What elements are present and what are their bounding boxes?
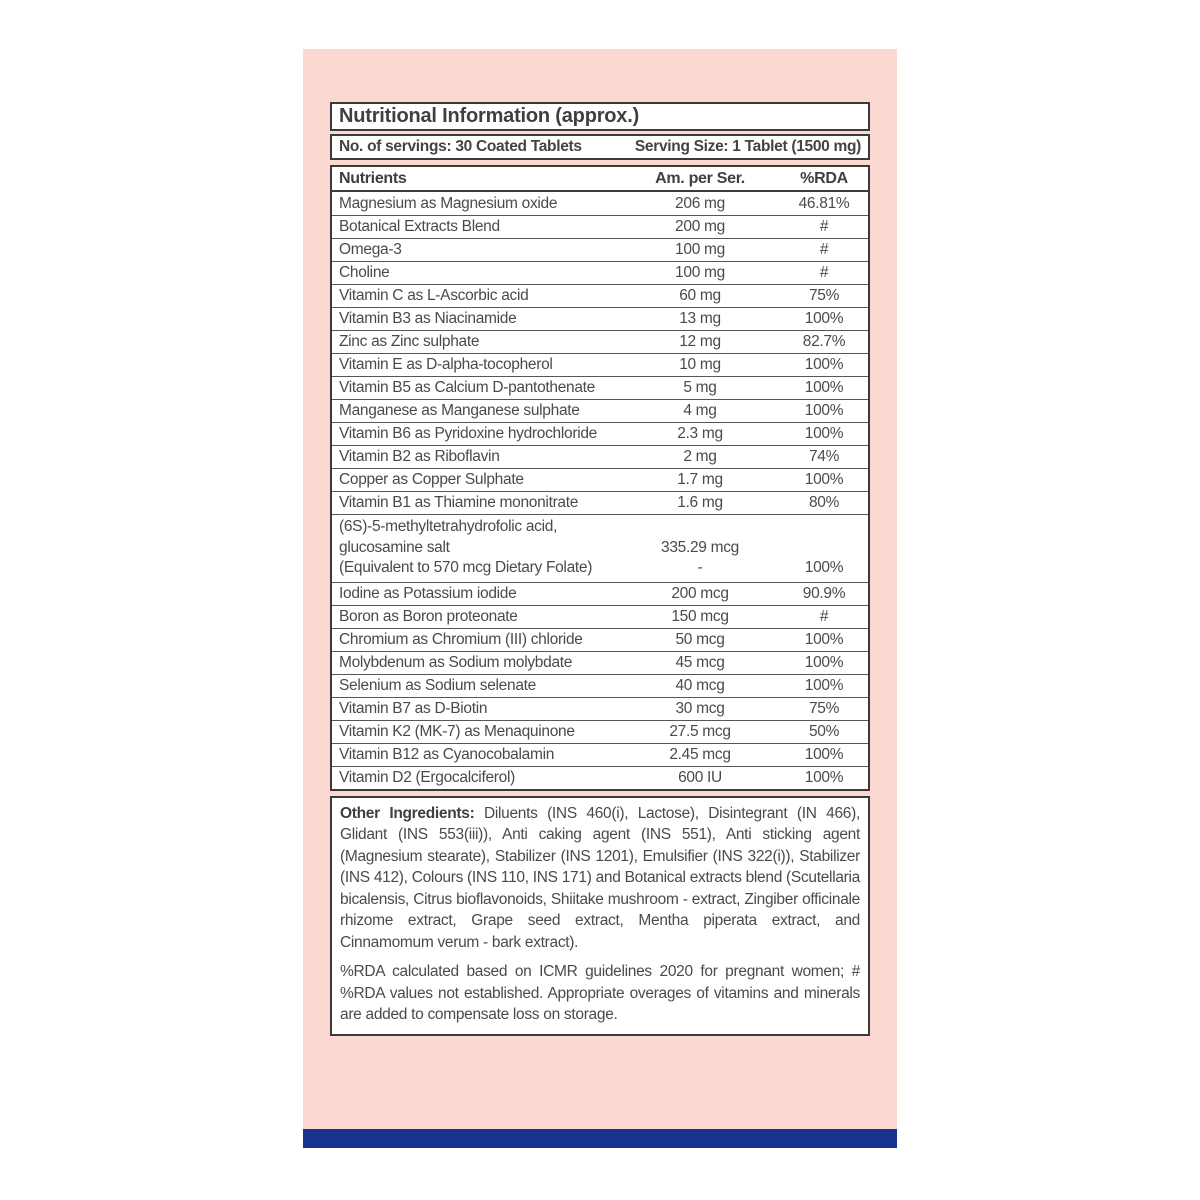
amount-per-serving — [620, 402, 780, 420]
amount-per-serving — [620, 195, 780, 213]
rda-value: 82.7% — [802, 333, 846, 350]
amount-value: 1.6 mg — [677, 494, 723, 511]
table-row — [332, 766, 868, 789]
amount-per-serving — [620, 241, 780, 259]
table-row — [332, 399, 868, 422]
rda-percent — [780, 471, 868, 489]
nutrient-name: Vitamin B7 as D-Biotin — [339, 699, 488, 717]
rda-value: 100% — [804, 310, 844, 327]
rda-note: %RDA calculated based on ICMR guidelines 2020 for pregnant women; # %RDA values not established. Appropriate overages of vitamins and minerals are added to compensate loss on storage. — [340, 963, 860, 1023]
nutrient-name: Iodine as Potassium iodide — [339, 584, 517, 602]
table-row — [332, 514, 868, 582]
rda-percent — [780, 746, 868, 764]
serving-size: Serving Size: 1 Tablet (1500 mg) — [634, 138, 861, 155]
amount-per-serving — [620, 700, 780, 718]
nutrient-name: Omega-3 — [339, 241, 402, 258]
rda-percent — [780, 677, 868, 695]
amount-value: 2 mg — [683, 448, 717, 465]
rda-value: 100% — [804, 768, 844, 786]
amount-per-serving — [620, 287, 780, 305]
amount-value: 1.7 mg — [677, 471, 723, 488]
table-row — [332, 238, 868, 261]
rda-value: # — [819, 607, 829, 625]
rda-value: # — [819, 264, 829, 281]
table-row — [332, 491, 868, 514]
rda-value: 100% — [804, 402, 844, 419]
rda-value: 100% — [804, 379, 844, 396]
rda-percent — [780, 654, 868, 672]
amount-per-serving — [620, 631, 780, 649]
title-text: Nutritional Information (approx.) — [339, 105, 640, 127]
rda-percent — [780, 700, 868, 718]
nutrient-name: Vitamin C as L-Ascorbic acid — [339, 287, 529, 304]
rda-value: 50% — [808, 722, 840, 740]
nutrients-table — [330, 165, 870, 791]
rda-percent — [780, 402, 868, 420]
amount-value: 200 mcg — [671, 584, 729, 602]
amount-per-serving — [620, 356, 780, 374]
nutrient-name: Vitamin E as D-alpha-tocopherol — [339, 356, 553, 373]
rda-value: 75% — [808, 287, 840, 304]
rda-value: 80% — [808, 494, 840, 511]
rda-value: 100% — [804, 356, 844, 373]
rda-value: 90.9% — [802, 584, 846, 602]
nutrition-label-title — [330, 102, 870, 131]
rda-value: # — [819, 241, 829, 258]
rda-percent — [780, 494, 868, 512]
header-nutrients: Nutrients — [339, 169, 407, 187]
rda-percent — [780, 264, 868, 282]
packaging-panel — [303, 49, 897, 1129]
table-row — [332, 330, 868, 353]
rda-percent — [780, 448, 868, 466]
table-row — [332, 582, 868, 605]
nutrient-name-line: glucosamine salt — [339, 538, 450, 556]
amount-per-serving — [620, 494, 780, 512]
rda-percent — [780, 379, 868, 397]
rda-percent — [780, 287, 868, 305]
nutrient-name: Chromium as Chromium (III) chloride — [339, 630, 583, 648]
amount-value: 10 mg — [679, 356, 721, 373]
nutrient-name: Zinc as Zinc sulphate — [339, 333, 480, 350]
nutrient-name: Botanical Extracts Blend — [339, 218, 500, 235]
amount-per-serving — [620, 769, 780, 787]
nutrient-name-line: (Equivalent to 570 mcg Dietary Folate) — [339, 559, 593, 576]
nutrient-name: Vitamin B12 as Cyanocobalamin — [339, 745, 555, 763]
amount-per-serving — [620, 471, 780, 489]
amount-value: 40 mcg — [675, 676, 725, 694]
table-row — [332, 674, 868, 697]
rda-value: 100% — [804, 653, 844, 671]
nutrient-name: Boron as Boron proteonate — [339, 607, 518, 625]
amount-per-serving — [620, 585, 780, 603]
rda-percent — [780, 218, 868, 236]
nutrient-name: Vitamin B2 as Riboflavin — [339, 448, 500, 465]
amount-value: 100 mg — [675, 264, 725, 281]
amount-value: 206 mg — [675, 194, 725, 212]
amount-per-serving — [620, 538, 780, 579]
rda-percent — [780, 310, 868, 328]
rda-value: 100% — [804, 630, 844, 648]
amount-value: 60 mg — [679, 287, 721, 304]
nutrient-name: Vitamin K2 (MK-7) as Menaquinone — [339, 722, 575, 740]
header-amount-per-serving: Am. per Ser. — [655, 169, 745, 187]
nutrient-name: Magnesium as Magnesium oxide — [339, 194, 558, 212]
amount-per-serving — [620, 746, 780, 764]
table-row — [332, 651, 868, 674]
rda-percent — [780, 425, 868, 443]
nutrient-name: Choline — [339, 264, 390, 281]
amount-value: 12 mg — [679, 333, 721, 350]
table-row — [332, 353, 868, 376]
rda-percent — [780, 631, 868, 649]
rda-percent — [780, 333, 868, 351]
nutrient-name: Molybdenum as Sodium molybdate — [339, 653, 573, 671]
amount-value: 335.29 mcg — [661, 538, 739, 556]
amount-per-serving — [620, 448, 780, 466]
amount-per-serving — [620, 310, 780, 328]
table-row — [332, 743, 868, 766]
table-row — [332, 468, 868, 491]
amount-per-serving — [620, 425, 780, 443]
amount-per-serving — [620, 677, 780, 695]
rda-percent — [780, 608, 868, 626]
amount-value: 50 mcg — [675, 630, 725, 648]
rda-percent — [780, 723, 868, 741]
rda-percent — [780, 585, 868, 603]
amount-per-serving — [620, 218, 780, 236]
nutrient-name: Vitamin D2 (Ergocalciferol) — [339, 768, 515, 786]
nutrient-name: Manganese as Manganese sulphate — [339, 402, 580, 419]
amount-per-serving — [620, 723, 780, 741]
amount-per-serving — [620, 379, 780, 397]
nutrient-name-line: (6S)-5-methyltetrahydrofolic acid, — [339, 518, 558, 535]
rda-percent — [780, 769, 868, 787]
table-row — [332, 284, 868, 307]
amount-value: 2.45 mcg — [669, 745, 731, 763]
amount-value: 200 mg — [675, 218, 725, 235]
amount-per-serving — [620, 264, 780, 282]
amount-value: 150 mcg — [671, 607, 729, 625]
nutrient-name — [332, 517, 620, 579]
rda-value: 100% — [804, 676, 844, 694]
other-ingredients-label: Other Ingredients: — [340, 804, 475, 822]
table-row — [332, 422, 868, 445]
table-row — [332, 628, 868, 651]
packaging-accent-bar — [303, 1129, 897, 1148]
rda-percent — [780, 241, 868, 259]
amount-value: 5 mg — [683, 379, 717, 396]
amount-value: 600 IU — [678, 768, 722, 786]
nutrient-name: Vitamin B1 as Thiamine mononitrate — [339, 494, 579, 511]
table-row — [332, 697, 868, 720]
table-row — [332, 720, 868, 743]
amount-value: 45 mcg — [675, 653, 725, 671]
rda-value: 74% — [808, 448, 840, 465]
servings-row — [330, 134, 870, 160]
nutrition-label — [330, 102, 870, 1036]
rda-value: 100% — [804, 425, 844, 442]
other-ingredients-text: Diluents (INS 460(i), Lactose), Disintegrant (IN 466), Glidant (INS 553(iii)), Anti caking agent (INS 551), Anti sticking agent (Magnesium stearate), Stabilizer (INS 1201), Emulsifier (INS 322(i)), Stabilizer (INS 412), Colours (INS 110, INS 171) and Botanical extracts blend (Scutellaria bicalensis, Citrus bioflavonoids, Shiitake mushroom - extract, Zingiber officinale rhizome extract, Grape seed extract, Mentha piperata extract, and Cinnamomum verum - bark extract). — [340, 804, 860, 951]
amount-value: 27.5 mcg — [669, 722, 731, 740]
other-ingredients-paragraph — [340, 803, 860, 954]
rda-value: 75% — [808, 699, 840, 717]
table-row — [332, 605, 868, 628]
amount-per-serving — [620, 608, 780, 626]
nutrient-name: Vitamin B3 as Niacinamide — [339, 310, 517, 327]
nutrient-name: Vitamin B5 as Calcium D-pantothenate — [339, 379, 596, 396]
nutrient-name: Copper as Copper Sulphate — [339, 471, 524, 488]
amount-value: 13 mg — [679, 310, 721, 327]
header-rda: %RDA — [800, 169, 848, 187]
nutrient-name: Vitamin B6 as Pyridoxine hydrochloride — [339, 425, 597, 442]
rda-percent — [780, 558, 868, 579]
nutrients-rows — [332, 192, 868, 789]
amount-value: - — [697, 559, 703, 576]
servings-count: No. of servings: 30 Coated Tablets — [339, 138, 582, 155]
rda-percent — [780, 356, 868, 374]
table-header-row — [332, 167, 868, 192]
amount-value: 2.3 mg — [677, 425, 723, 442]
table-row — [332, 445, 868, 468]
footnotes-box — [330, 796, 870, 1036]
amount-per-serving — [620, 333, 780, 351]
rda-percent — [780, 195, 868, 213]
table-row — [332, 261, 868, 284]
rda-value: # — [819, 218, 829, 235]
amount-value: 4 mg — [683, 402, 717, 419]
table-row — [332, 376, 868, 399]
amount-value: 100 mg — [675, 241, 725, 258]
nutrient-name: Selenium as Sodium selenate — [339, 676, 536, 694]
table-row — [332, 215, 868, 238]
rda-value: 46.81% — [798, 194, 850, 212]
rda-value: 100% — [804, 745, 844, 763]
amount-value: 30 mcg — [675, 699, 725, 717]
amount-per-serving — [620, 654, 780, 672]
rda-value: 100% — [804, 471, 844, 488]
table-row — [332, 192, 868, 215]
table-row — [332, 307, 868, 330]
rda-value: 100% — [804, 559, 844, 576]
